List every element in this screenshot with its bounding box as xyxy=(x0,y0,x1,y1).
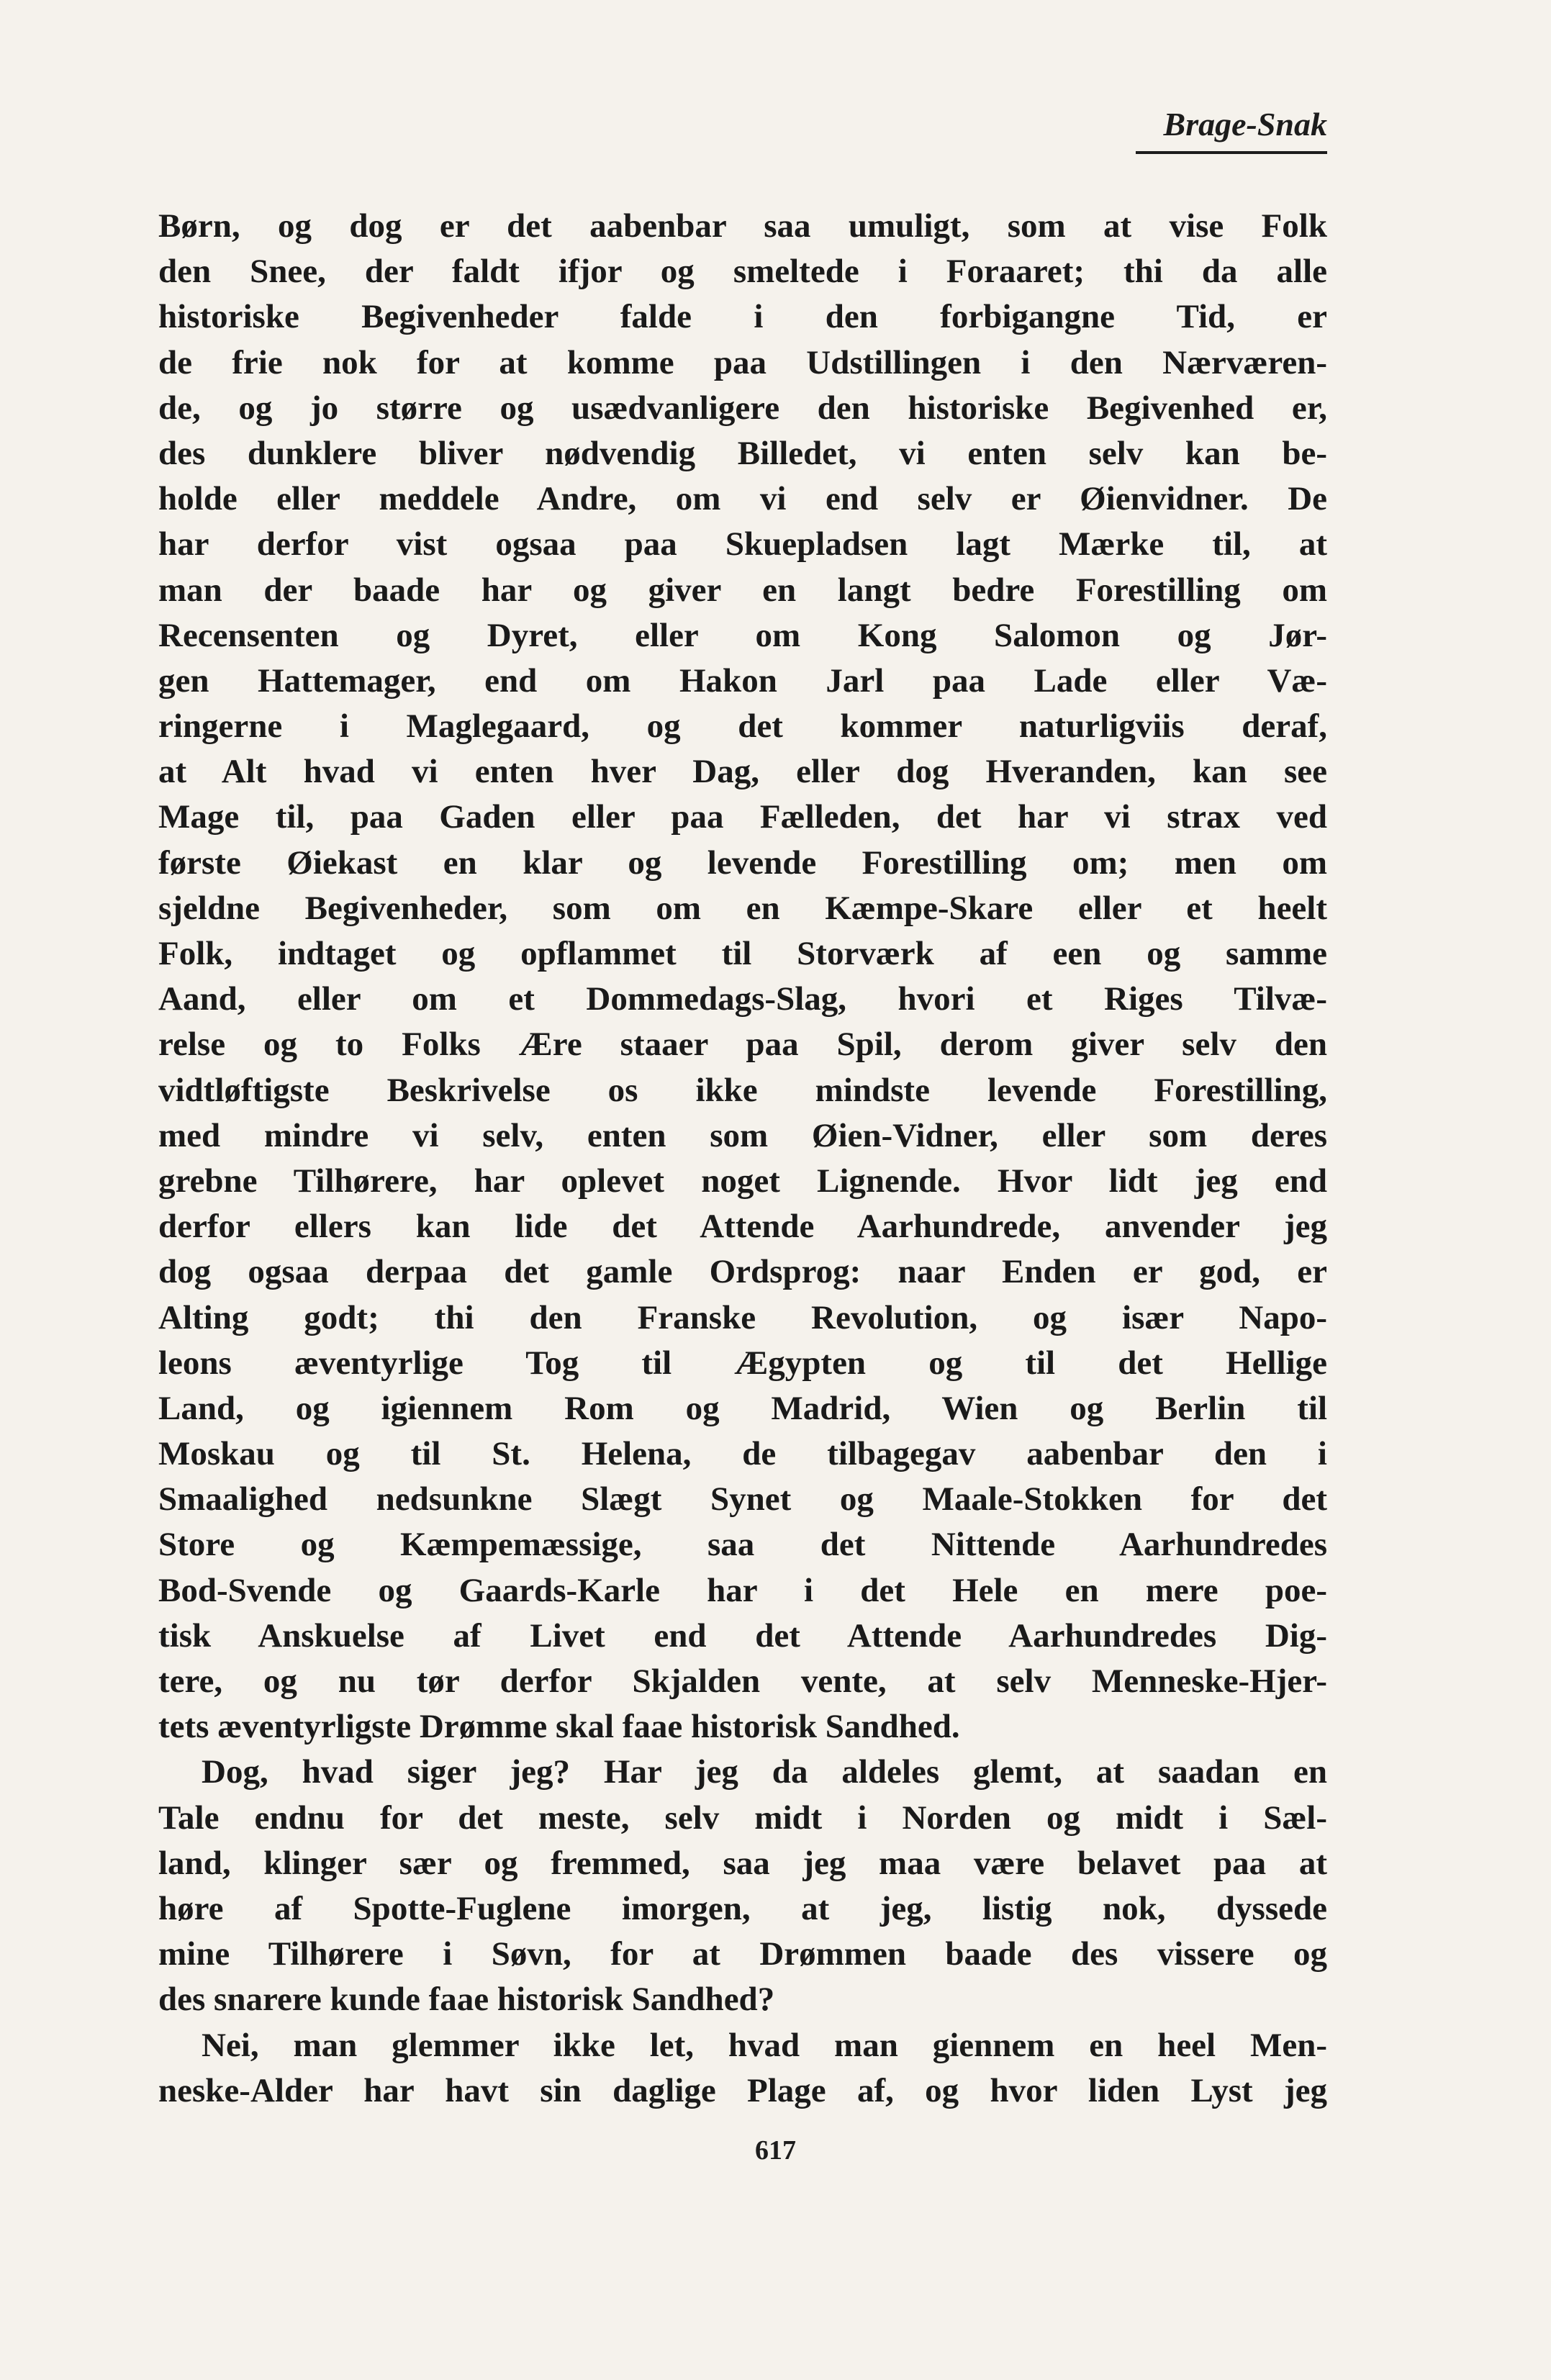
text-line: Dog, hvad siger jeg? Har jeg da aldeles glemt, at saadan en xyxy=(202,1753,1327,1791)
text-line: des snarere kunde faae historisk Sandhed? xyxy=(158,1981,775,2019)
text-line: derfor ellers kan lide det Attende Aarhundrede, anvender jeg xyxy=(158,1208,1327,1246)
text-line: land, klinger sær og fremmed, saa jeg maa være belavet paa at xyxy=(158,1844,1327,1882)
text-line: sjeldne Begivenheder, som om en Kæmpe-Skare eller et heelt xyxy=(158,889,1327,927)
text-line: har derfor vist ogsaa paa Skuepladsen lagt Mærke til, at xyxy=(158,525,1327,564)
text-line: Recensenten og Dyret, eller om Kong Salomon og Jør- xyxy=(158,616,1327,654)
running-head: Brage-Snak xyxy=(1163,106,1327,142)
text-line: historiske Begivenheder falde i den forbigangne Tid, er xyxy=(158,298,1327,336)
text-line: Børn, og dog er det aabenbar saa umuligt, som at vise Folk xyxy=(158,207,1327,245)
page-number: 617 xyxy=(755,2135,796,2166)
text-line: Nei, man glemmer ikke let, hvad man giennem en heel Men- xyxy=(202,2026,1327,2064)
text-line: den Snee, der faldt ifjor og smeltede i Foraaret; thi da alle xyxy=(158,253,1327,291)
text-line: Land, og igiennem Rom og Madrid, Wien og Berlin til xyxy=(158,1389,1327,1427)
text-line: des dunklere bliver nødvendig Billedet, vi enten selv kan be- xyxy=(158,434,1327,472)
text-line: grebne Tilhørere, har oplevet noget Lignende. Hvor lidt jeg end xyxy=(158,1162,1327,1200)
running-head-rule xyxy=(1136,151,1327,154)
text-line: Tale endnu for det meste, selv midt i Norden og midt i Sæl- xyxy=(158,1798,1327,1837)
text-line: Moskau og til St. Helena, de tilbagegav aabenbar den i xyxy=(158,1435,1327,1473)
text-line: mine Tilhørere i Søvn, for at Drømmen baade des vissere og xyxy=(158,1935,1327,1973)
text-line: de, og jo større og usædvanligere den historiske Begivenhed er, xyxy=(158,389,1327,427)
text-line: med mindre vi selv, enten som Øien-Vidner, eller som deres xyxy=(158,1116,1327,1154)
text-line: gen Hattemager, end om Hakon Jarl paa Lade eller Væ- xyxy=(158,661,1327,700)
text-line: Bod-Svende og Gaards-Karle har i det Hele en mere poe- xyxy=(158,1571,1327,1609)
text-line: at Alt hvad vi enten hver Dag, eller dog Hveranden, kan see xyxy=(158,753,1327,791)
text-line: Alting godt; thi den Franske Revolution, og især Napo- xyxy=(158,1298,1327,1336)
text-line: første Øiekast en klar og levende Forestilling om; men om xyxy=(158,843,1327,882)
text-line: høre af Spotte-Fuglene imorgen, at jeg, listig nok, dyssede xyxy=(158,1889,1327,1927)
text-line: vidtløftigste Beskrivelse os ikke mindste levende Forestilling, xyxy=(158,1071,1327,1109)
text-line: Mage til, paa Gaden eller paa Fælleden, det har vi strax ved xyxy=(158,798,1327,836)
text-line: neske-Alder har havt sin daglige Plage af, og hvor liden Lyst jeg xyxy=(158,2071,1327,2109)
text-line: Store og Kæmpemæssige, saa det Nittende Aarhundredes xyxy=(158,1526,1327,1564)
text-line: tere, og nu tør derfor Skjalden vente, at selv Menneske-Hjer- xyxy=(158,1662,1327,1700)
text-line: ringerne i Maglegaard, og det kommer naturligviis deraf, xyxy=(158,707,1327,746)
text-line: Aand, eller om et Dommedags-Slag, hvori et Riges Tilvæ- xyxy=(158,980,1327,1018)
text-line: man der baade har og giver en langt bedre Forestilling om xyxy=(158,571,1327,609)
text-line: Smaalighed nedsunkne Slægt Synet og Maale-Stokken for det xyxy=(158,1480,1327,1519)
text-line: holde eller meddele Andre, om vi end selv er Øienvidner. De xyxy=(158,480,1327,518)
text-line: leons æventyrlige Tog til Ægypten og til det Hellige xyxy=(158,1344,1327,1382)
text-line: tets æventyrligste Drømme skal faae historisk Sandhed. xyxy=(158,1708,960,1746)
text-line: de frie nok for at komme paa Udstillingen i den Nærværen- xyxy=(158,343,1327,381)
text-line: dog ogsaa derpaa det gamle Ordsprog: naar Enden er god, er xyxy=(158,1253,1327,1291)
text-line: Folk, indtaget og opflammet til Storværk af een og samme xyxy=(158,935,1327,972)
text-line: relse og to Folks Ære staaer paa Spil, derom giver selv den xyxy=(158,1026,1327,1064)
body-text xyxy=(158,204,1327,2114)
text-line: tisk Anskuelse af Livet end det Attende Aarhundredes Dig- xyxy=(158,1616,1327,1655)
